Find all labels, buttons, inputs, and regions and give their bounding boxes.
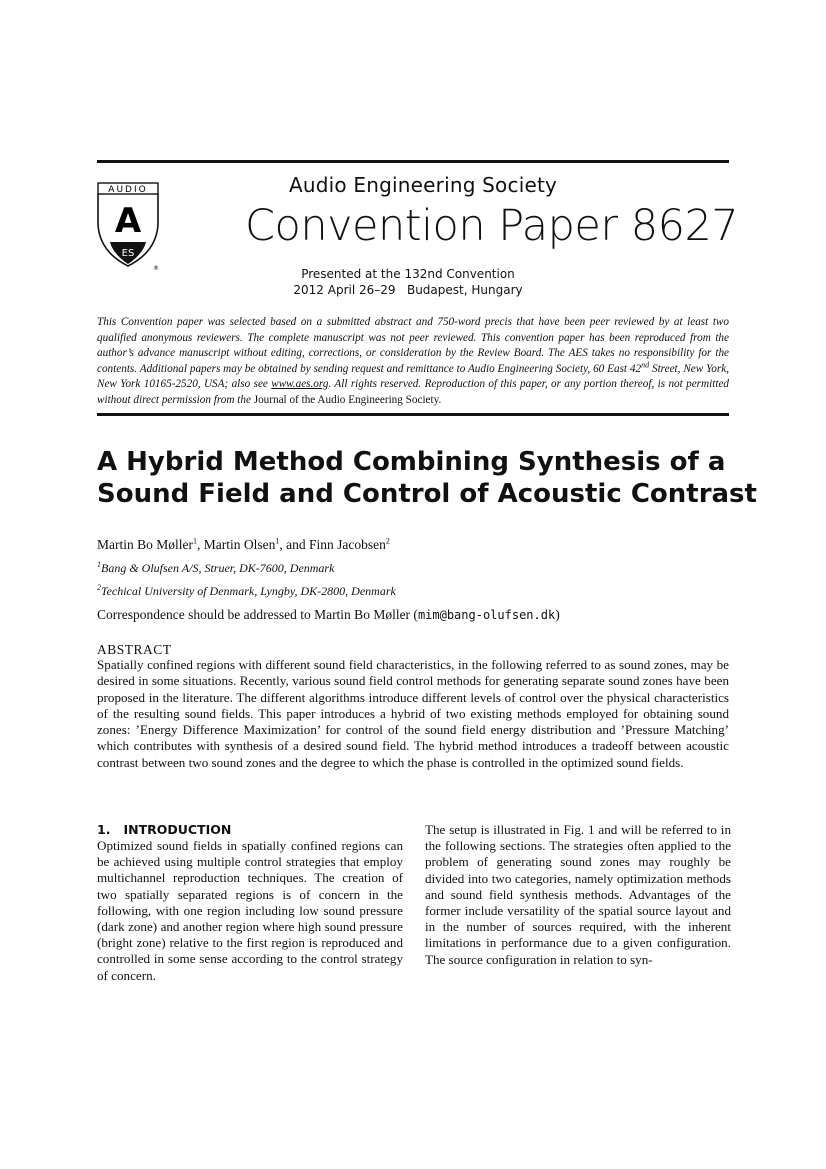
affiliation-2: $^2$Techical University of Denmark, Lyngby, DK-2800, Denmark [97, 583, 396, 598]
section-heading-introduction: 1. INTRODUCTION [97, 822, 232, 837]
correspondence-email[interactable]: mim@bang-olufsen.dk [417, 608, 556, 622]
aes-logo [97, 180, 163, 272]
logo-bottom-text: ES [121, 248, 135, 259]
aes-website-link[interactable]: www.aes.org [271, 378, 329, 390]
society-name: Audio Engineering Society [289, 173, 558, 197]
abstract-heading: ABSTRACT [97, 642, 172, 657]
presented-at: Presented at the 132nd Convention [301, 267, 515, 281]
paper-type-title: Convention Paper 8627 [245, 201, 739, 251]
logo-letter: A [114, 201, 142, 241]
logo-registered-mark: ® [153, 265, 159, 272]
author-list: Martin Bo Møller$^1$, Martin Olsen$^1$, and Finn Jacobsen$^2$ [97, 536, 390, 552]
abstract-body: Spatially confined regions with different sound field characteristics, in the following referred to as sound zones, may be desired in some situations. Recently, various sound field control methods for generating separate sound zones have been proposed in the literature. The different algorithms introduce different levels of control over the physical characteristics of the resulting sound fields. This paper introduces a hybrid of two existing methods employed for obtaining sound zones: ’Energy Difference Maximization’ for control of the sound field energy distribution and ’Pressure Matching’ which contributes with synthesis of a desired sound field. The hybrid method introduces a tradeoff between acoustic contrast between two sound zones and the degree to which the phase is controlled in the optimized sound fields. [97, 657, 729, 770]
introduction-right-column: The setup is illustrated in Fig. 1 and will be referred to in the following sections. The strategies often applied to the problem of generating sound zones may roughly be divided into two categories, namely optimization methods and sound field synthesis methods. Advantages of the former include versatility of the spatial source layout and in the number of sources required, with the inherent limitations in performance due to a given configuration. The source configuration in relation to syn- [425, 822, 731, 967]
affiliation-1: $^1$Bang & Olufsen A/S, Struer, DK-7600, Denmark [97, 560, 335, 575]
disclaimer-text: This Convention paper was selected based on a submitted abstract and 750-word precis that have been peer reviewed by at least two qualified anonymous reviewers. The complete manuscript was not peer reviewed. This convention paper has been reproduced from the author’s advance manuscript without editing, corrections, or consideration by the Review Board. The AES takes no responsibility for the contents. Additional papers may be obtained by sending request and remittance to Audio Engineering Society, 60 East 42nd Street, New York, New York 10165-2520, USA; also see www.aes.org. All rights reserved. Reproduction of this paper, or any portion thereof, is not permitted without direct permission from the Journal of the Audio Engineering Society. [97, 316, 729, 406]
correspondence: Correspondence should be addressed to Martin Bo Møller (mim@bang-olufsen.dk) [97, 607, 560, 622]
paper-title-line-2: Sound Field and Control of Acoustic Contrast [97, 479, 757, 509]
logo-top-text: AUDIO [108, 185, 148, 195]
date-location: 2012 April 26–29 Budapest, Hungary [293, 283, 523, 297]
header-top-rule [97, 160, 729, 163]
introduction-left-column: Optimized sound fields in spatially confined regions can be achieved using multiple control strategies that employ multichannel reproduction techniques. The creation of two spatially separated regions is of concern in the following, with one region including low sound pressure (dark zone) and another region where high sound pressure (bright zone) relative to the first region is reproduced and controlled in some sense according to the control strategy of concern. [97, 838, 403, 983]
paper-title-line-1: A Hybrid Method Combining Synthesis of a [97, 447, 726, 477]
paper-title [97, 446, 757, 510]
header-bottom-rule [97, 413, 729, 416]
